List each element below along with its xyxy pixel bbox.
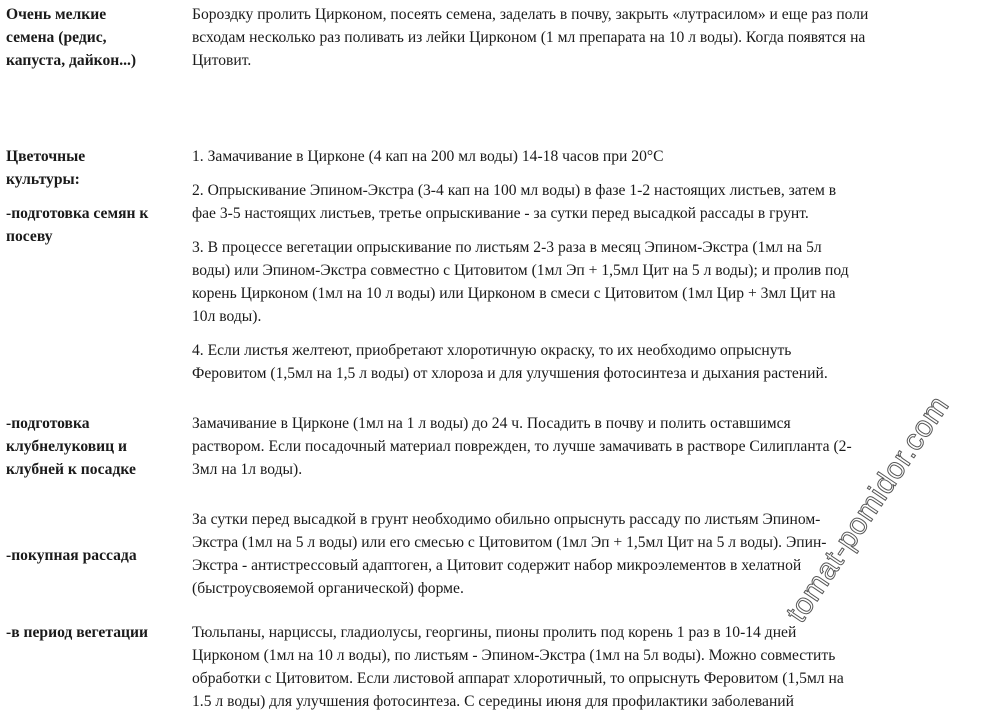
step-4-text: 4. Если листья желтеют, приобретают хлоротичную окраску, то их необходимо опрыснуть	[192, 342, 792, 359]
row-text: Тюльпаны, нарциссы, гладиолусы, георгины, пионы пролить под корень 1 раз в 10-14 дней	[192, 624, 797, 641]
row-text: 3мл на 1л воды).	[192, 461, 303, 478]
row-label: клубнелуковиц и	[6, 438, 128, 455]
row-label: -в период вегетации	[6, 624, 148, 641]
row-text: 1.5 л воды) для улучшения фотосинтеза. С середины июня для профилактики заболеваний	[192, 693, 794, 710]
watermark: tomat-pomidor.com	[780, 390, 956, 629]
step-3-text: корень Цирконом (1мл на 10 л воды) или Цирконом в смеси с Цитовитом (1мл Цир + 3мл Цит на	[192, 285, 836, 302]
row-text: Экстра - антистрессовый адаптоген, а Цитовит содержит набор микроэлементов в хелатной	[192, 557, 802, 574]
row-text: Цирконом (1мл на 10 л воды), по листьям - Эпином-Экстра (1мл на 5л воды). Можно совместить	[192, 647, 836, 664]
row-text: Цитовит.	[192, 52, 252, 69]
row-label: -подготовка	[6, 415, 90, 432]
row-text: всходам несколько раз поливать из лейки Цирконом (1 мл препарата на 10 л воды). Когда появятся на	[192, 29, 866, 46]
row-label: капуста, дайкон...)	[6, 52, 137, 69]
step-3-text: воды) или Эпином-Экстра совместно с Цитовитом (1мл Эп + 1,5мл Цит на 5 л воды); и пролив под	[192, 262, 849, 279]
row-text: Бороздку пролить Цирконом, посеять семена, заделать в почву, закрыть «лутрасилом» и еще раз поли	[192, 6, 869, 23]
row-text: раствором. Если посадочный материал поврежден, то лучше замачивать в растворе Силипланта (2-	[192, 438, 852, 455]
row-label: -подготовка семян к	[6, 205, 149, 222]
row-text: За сутки перед высадкой в грунт необходимо обильно опрыснуть рассаду по листьям Эпином-	[192, 511, 821, 528]
row-text: Замачивание в Цирконе (1мл на 1 л воды) до 24 ч. Посадить в почву и полить оставшимся	[192, 415, 791, 432]
row-label: -покупная рассада	[6, 547, 137, 564]
row-label: посеву	[6, 228, 53, 245]
step-2-text: фае 3-5 настоящих листьев, третье опрыскивание - за сутки перед высадкой рассады в грунт.	[192, 205, 809, 222]
row-label: семена (редис,	[6, 29, 107, 46]
step-3-text: 10л воды).	[192, 308, 262, 325]
row-text: Экстра (1мл на 5 л воды) или его смесью с Цитовитом (1мл Эп + 1,5мл Цит на 5 л воды). Эпин-	[192, 534, 827, 551]
row-label: культуры:	[6, 171, 80, 188]
row-label: Цветочные	[6, 148, 86, 165]
row-label: клубней к посадке	[6, 461, 136, 478]
row-label: Очень мелкие	[6, 6, 107, 23]
step-1-text: 1. Замачивание в Цирконе (4 кап на 200 мл воды) 14-18 часов при 20°С	[192, 148, 664, 165]
step-3-text: 3. В процессе вегетации опрыскивание по листьям 2-3 раза в месяц Эпином-Экстра (1мл на 5л	[192, 239, 822, 256]
step-2-text: 2. Опрыскивание Эпином-Экстра (3-4 кап на 100 мл воды) в фазе 1-2 настоящих листьев, затем в	[192, 182, 837, 199]
row-text: (быстроусвояемой органической) форме.	[192, 580, 464, 597]
row-text: обработки с Цитовитом. Если листовой аппарат хлоротичный, то опрыснуть Феровитом (1,5мл на	[192, 670, 844, 687]
step-4-text: Феровитом (1,5мл на 1,5 л воды) от хлороза и для улучшения фотосинтеза и дыхания растений.	[192, 365, 828, 382]
